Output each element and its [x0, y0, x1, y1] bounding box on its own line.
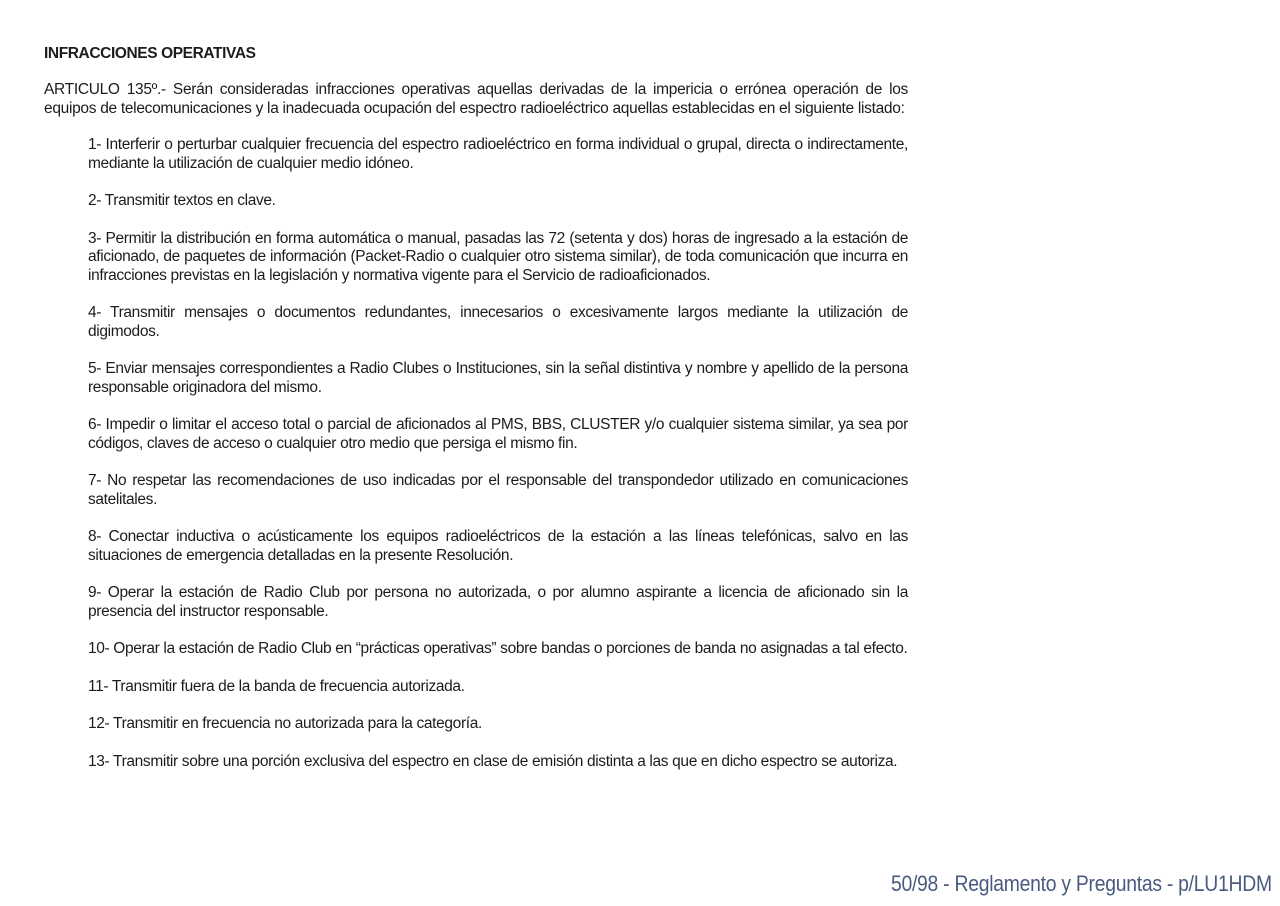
list-item: 10- Operar la estación de Radio Club en “prácticas operativas” sobre bandas o porciones de banda no asignadas a tal efecto. — [88, 640, 908, 657]
list-item: 4- Transmitir mensajes o documentos redundantes, innecesarios o excesivamente largos mediante la utilización de digimodos. — [88, 304, 908, 340]
list-item: 7- No respetar las recomendaciones de uso indicadas por el responsable del transpondedor utilizado en comunicaciones satelitales. — [88, 472, 908, 508]
list-item: 5- Enviar mensajes correspondientes a Radio Clubes o Instituciones, sin la señal distintiva y nombre y apellido de la persona responsable originadora del mismo. — [88, 360, 908, 396]
list-item: 9- Operar la estación de Radio Club por persona no autorizada, o por alumno aspirante a licencia de aficionado sin la presencia del instructor responsable. — [88, 584, 908, 620]
infractions-list — [44, 136, 908, 771]
list-item: 13- Transmitir sobre una porción exclusiva del espectro en clase de emisión distinta a las que en dicho espectro se autoriza. — [88, 752, 898, 770]
page-footer: 50/98 - Reglamento y Preguntas - p/LU1HDM — [891, 871, 1272, 896]
list-item: 3- Permitir la distribución en forma automática o manual, pasadas las 72 (setenta y dos) horas de ingresado a la estación de aficionado, de paquetes de información (Packet-Radio o cualquier otro sistema similar), de toda comunicación que incurra en infracciones previstas en la legislación y normativa vigente para el Servicio de radioaficionados. — [88, 229, 908, 284]
list-item: 2- Transmitir textos en clave. — [88, 192, 276, 209]
list-item: 12- Transmitir en frecuencia no autorizada para la categoría. — [88, 715, 482, 732]
section-heading: INFRACCIONES OPERATIVAS — [44, 45, 256, 62]
list-item: 8- Conectar inductiva o acústicamente los equipos radioeléctricos de la estación a las líneas telefónicas, salvo en las situaciones de emergencia detalladas en la presente Resolución. — [88, 528, 908, 564]
list-item: 1- Interferir o perturbar cualquier frecuencia del espectro radioeléctrico en forma individual o grupal, directa o indirectamente, mediante la utilización de cualquier medio idóneo. — [88, 136, 908, 172]
document-page — [44, 44, 908, 790]
list-item: 11- Transmitir fuera de la banda de frecuencia autorizada. — [88, 677, 465, 695]
article-intro: ARTICULO 135º.- Serán consideradas infracciones operativas aquellas derivadas de la impericia o errónea operación de los equipos de telecomunicaciones y la inadecuada ocupación del espectro radioeléctrico aquellas establecidas en el siguiente listado: — [44, 81, 908, 117]
list-item: 6- Impedir o limitar el acceso total o parcial de aficionados al PMS, BBS, CLUSTER y/o cualquier sistema similar, ya sea por códigos, claves de acceso o cualquier otro medio que persiga el mismo fin. — [88, 416, 908, 452]
